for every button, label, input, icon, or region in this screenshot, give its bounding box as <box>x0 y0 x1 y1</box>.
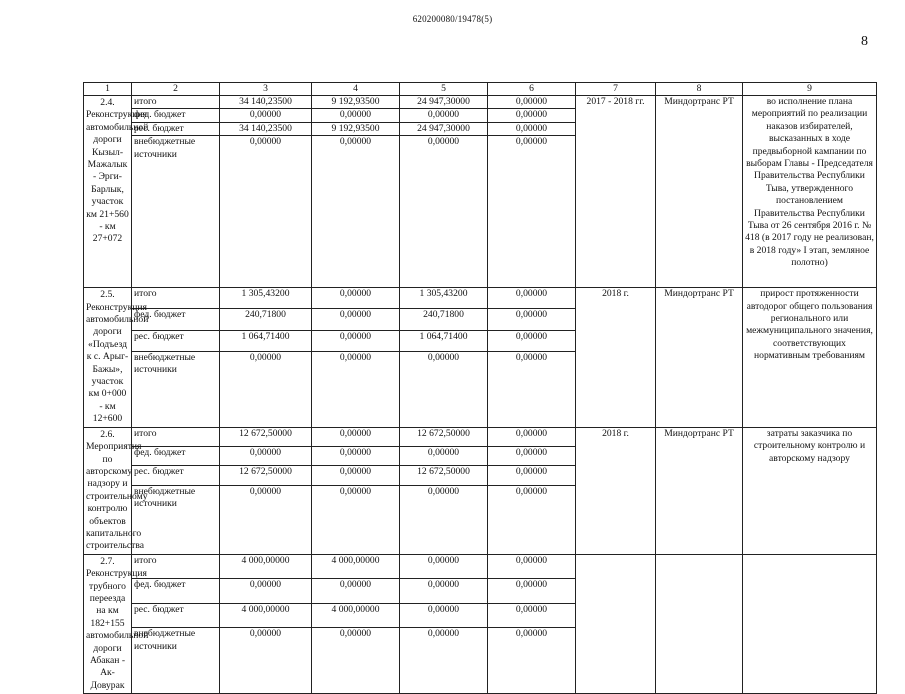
measure-name: 2.5. Реконструкция автомобильной дороги «Подъезд к с. Арыг-Бажы», участок км 0+000 - км 12+600 <box>84 288 132 427</box>
column-header: 2 <box>132 83 220 96</box>
funding-source: фед. бюджет <box>132 309 220 330</box>
funding-source: рес. бюджет <box>132 603 220 628</box>
executor-cell <box>656 554 743 693</box>
column-number-row <box>84 83 877 96</box>
amount-cell: 0,00000 <box>488 554 576 579</box>
funding-source: итого <box>132 288 220 309</box>
result-cell: во исполнение плана мероприятий по реализации наказов избирателей, высказанных в ходе предвыборной кампании по выборам Главы - Председателя Правительства Республики Тыва, утвержденного постановлением Правительства Республики Тыва от 26 сентября 2016 г. № 418 (в 2017 году не реализован, в 2018 году» I этап, земляное полотно) <box>743 96 877 288</box>
amount-cell: 0,00000 <box>488 579 576 604</box>
amount-cell: 0,00000 <box>488 288 576 309</box>
funding-source: фед. бюджет <box>132 579 220 604</box>
table-row <box>84 554 877 579</box>
amount-cell: 0,00000 <box>312 309 400 330</box>
column-header: 4 <box>312 83 400 96</box>
amount-cell: 9 192,93500 <box>312 96 400 109</box>
amount-cell: 0,00000 <box>488 309 576 330</box>
amount-cell: 0,00000 <box>400 136 488 288</box>
funding-source: итого <box>132 96 220 109</box>
amount-cell: 24 947,30000 <box>400 122 488 135</box>
amount-cell: 24 947,30000 <box>400 96 488 109</box>
result-cell: прирост протяженности автодорог общего пользования регионального или межмуниципального значения, соответствующих нормативным требованиям <box>743 288 877 427</box>
executor-cell: Миндортранс РТ <box>656 96 743 288</box>
measure-name: 2.6. Мероприятия по авторскому надзору и строительному контролю объектов капитального строительства <box>84 427 132 554</box>
amount-cell: 0,00000 <box>400 579 488 604</box>
amount-cell: 34 140,23500 <box>220 96 312 109</box>
funding-source: внебюджетные источники <box>132 628 220 694</box>
column-header: 3 <box>220 83 312 96</box>
amount-cell: 0,00000 <box>400 554 488 579</box>
period-cell: 2018 г. <box>576 288 656 427</box>
amount-cell: 0,00000 <box>488 96 576 109</box>
executor-cell: Миндортранс РТ <box>656 427 743 554</box>
table-row <box>84 96 877 109</box>
amount-cell: 12 672,50000 <box>400 466 488 485</box>
column-header: 9 <box>743 83 877 96</box>
period-cell: 2018 г. <box>576 427 656 554</box>
amount-cell: 0,00000 <box>220 579 312 604</box>
column-header: 5 <box>400 83 488 96</box>
amount-cell: 0,00000 <box>400 603 488 628</box>
amount-cell: 1 064,71400 <box>400 330 488 351</box>
table-row <box>84 288 877 309</box>
amount-cell: 0,00000 <box>220 485 312 554</box>
table-row <box>84 427 877 446</box>
amount-cell: 0,00000 <box>488 427 576 446</box>
amount-cell: 1 064,71400 <box>220 330 312 351</box>
amount-cell: 1 305,43200 <box>400 288 488 309</box>
period-cell: 2017 - 2018 гг. <box>576 96 656 288</box>
amount-cell: 240,71800 <box>400 309 488 330</box>
amount-cell: 4 000,00000 <box>312 603 400 628</box>
amount-cell: 0,00000 <box>400 485 488 554</box>
amount-cell: 0,00000 <box>312 485 400 554</box>
amount-cell: 0,00000 <box>400 628 488 694</box>
amount-cell: 0,00000 <box>488 466 576 485</box>
column-header: 1 <box>84 83 132 96</box>
result-cell <box>743 554 877 693</box>
amount-cell: 0,00000 <box>400 351 488 427</box>
amount-cell: 0,00000 <box>400 109 488 122</box>
funding-source: рес. бюджет <box>132 330 220 351</box>
amount-cell: 0,00000 <box>312 109 400 122</box>
amount-cell: 4 000,00000 <box>220 603 312 628</box>
amount-cell: 0,00000 <box>488 122 576 135</box>
funding-source: внебюджетные источники <box>132 485 220 554</box>
amount-cell: 0,00000 <box>220 351 312 427</box>
amount-cell: 240,71800 <box>220 309 312 330</box>
amount-cell: 0,00000 <box>220 109 312 122</box>
funding-source: внебюджетные источники <box>132 351 220 427</box>
amount-cell: 0,00000 <box>488 628 576 694</box>
funding-source: рес. бюджет <box>132 466 220 485</box>
amount-cell: 0,00000 <box>312 330 400 351</box>
period-cell <box>576 554 656 693</box>
measure-name: 2.4. Реконструкция автомобильной дороги Кызыл-Мажалык - Эрги-Барлык, участок км 21+560 - км 27+072 <box>84 96 132 288</box>
page-number: 8 <box>861 34 868 49</box>
column-header: 7 <box>576 83 656 96</box>
document-id: 620200080/19478(5) <box>412 14 493 24</box>
amount-cell: 0,00000 <box>312 288 400 309</box>
amount-cell: 0,00000 <box>312 628 400 694</box>
amount-cell: 0,00000 <box>312 351 400 427</box>
result-cell: затраты заказчика по строительному контролю и авторскому надзору <box>743 427 877 554</box>
amount-cell: 0,00000 <box>488 330 576 351</box>
amount-cell: 0,00000 <box>312 466 400 485</box>
amount-cell: 0,00000 <box>488 136 576 288</box>
amount-cell: 0,00000 <box>220 446 312 465</box>
executor-cell: Миндортранс РТ <box>656 288 743 427</box>
amount-cell: 0,00000 <box>488 446 576 465</box>
amount-cell: 0,00000 <box>488 603 576 628</box>
funding-source: фед. бюджет <box>132 109 220 122</box>
amount-cell: 1 305,43200 <box>220 288 312 309</box>
amount-cell: 12 672,50000 <box>400 427 488 446</box>
amount-cell: 0,00000 <box>488 485 576 554</box>
amount-cell: 34 140,23500 <box>220 122 312 135</box>
amount-cell: 0,00000 <box>312 446 400 465</box>
amount-cell: 0,00000 <box>488 351 576 427</box>
amount-cell: 9 192,93500 <box>312 122 400 135</box>
amount-cell: 0,00000 <box>220 628 312 694</box>
measure-name: 2.7. Реконструкция трубного переезда на км 182+155 автомобильной дороги Абакан - Ак-Довурак <box>84 554 132 693</box>
funding-source: внебюджетные источники <box>132 136 220 288</box>
funding-source: рес. бюджет <box>132 122 220 135</box>
amount-cell: 0,00000 <box>312 579 400 604</box>
column-header: 6 <box>488 83 576 96</box>
amount-cell: 0,00000 <box>400 446 488 465</box>
program-table <box>83 82 877 694</box>
funding-source: итого <box>132 554 220 579</box>
amount-cell: 4 000,00000 <box>312 554 400 579</box>
amount-cell: 12 672,50000 <box>220 466 312 485</box>
amount-cell: 0,00000 <box>312 136 400 288</box>
column-header: 8 <box>656 83 743 96</box>
amount-cell: 0,00000 <box>220 136 312 288</box>
amount-cell: 0,00000 <box>488 109 576 122</box>
amount-cell: 12 672,50000 <box>220 427 312 446</box>
funding-source: итого <box>132 427 220 446</box>
amount-cell: 0,00000 <box>312 427 400 446</box>
amount-cell: 4 000,00000 <box>220 554 312 579</box>
funding-source: фед. бюджет <box>132 446 220 465</box>
